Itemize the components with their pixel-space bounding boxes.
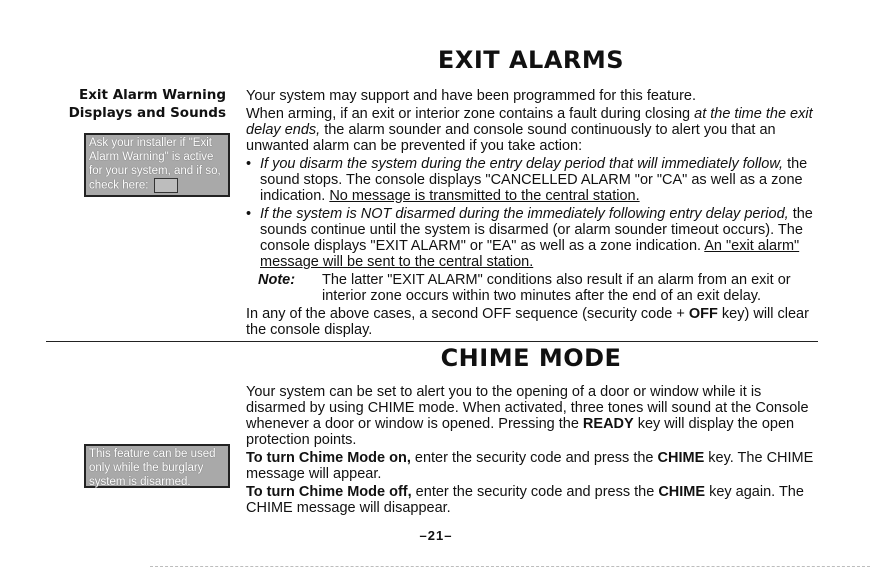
chime-mode-title: CHIME MODE — [440, 344, 622, 372]
side-heading-line2: Displays and Sounds — [68, 105, 226, 121]
installer-note-box — [84, 133, 230, 197]
bullet-disarm-during-entry — [246, 156, 814, 204]
bullet1-italic: If you disarm the system during the entry delay period that will immediately follow, — [260, 156, 784, 172]
bullet1-underline: No message is transmitted to the central station. — [329, 188, 640, 204]
second-off-text-a: In any of the above cases, a second OFF sequence (security code + — [246, 306, 689, 322]
bullet-not-disarmed — [246, 206, 814, 270]
second-off-text-b: key) will clear the console display. — [246, 306, 809, 338]
chime-off-heading: To turn Chime Mode off, — [246, 484, 412, 500]
bullet-glyph: • — [246, 156, 252, 172]
chime-off-paragraph — [246, 484, 814, 516]
chime-on-text-b: key. The CHIME message will appear. — [246, 450, 814, 482]
bullet-glyph: • — [246, 206, 252, 222]
off-key-label: OFF — [688, 306, 718, 322]
chime-intro-paragraph — [246, 384, 814, 448]
exit-arming-paragraph — [246, 106, 814, 154]
chime-key-label: CHIME — [657, 450, 705, 466]
chime-off-text-b: key again. The CHIME message will disappear. — [246, 484, 804, 516]
exit-alarms-body — [246, 88, 814, 340]
exit-alarm-side-heading — [30, 86, 226, 122]
side-heading-line1: Exit Alarm Warning — [78, 87, 226, 103]
bullet1-text: the sound stops. The console displays "CANCELLED ALARM "or "CA" as well as a zone indication. — [260, 156, 808, 204]
ready-key-label: READY — [582, 416, 634, 432]
chime-mode-body — [246, 384, 814, 518]
bullet2-text: the sounds continue until the system is disarmed (or alarm sounder timeout occurs). The console displays "EXIT ALARM" or "EA" as well as a zone indication. — [260, 206, 813, 254]
chime-key-label: CHIME — [658, 484, 706, 500]
section-divider — [46, 341, 818, 342]
installer-note-text: Ask your installer if "Exit Alarm Warning" is active for your system, and if so, check here: — [89, 137, 221, 192]
chime-off-text-a: enter the security code and press the — [411, 484, 659, 500]
chime-on-paragraph — [246, 450, 814, 482]
bullet2-underline: An "exit alarm" message will be sent to the central station. — [260, 238, 800, 270]
page-number: –21– — [419, 528, 453, 543]
exit-intro-paragraph: Your system may support and have been programmed for this feature. — [246, 88, 697, 104]
bullet2-italic: If the system is NOT disarmed during the immediately following entry delay period, — [260, 206, 789, 222]
note-text: The latter "EXIT ALARM" conditions also result if an alarm from an exit or interior zone occurs within two minutes after the end of an exit delay. — [322, 272, 791, 304]
exit-alarm-checkbox[interactable] — [154, 178, 178, 193]
chime-intro-b: key will display the open protection points. — [246, 416, 795, 448]
chime-note-text: This feature can be used only while the burglary system is disarmed. — [89, 448, 216, 488]
arming-text-a: When arming, if an exit or interior zone contains a fault during closing — [246, 106, 695, 122]
chime-on-heading: To turn Chime Mode on, — [246, 450, 411, 466]
exit-alarms-title: EXIT ALARMS — [437, 46, 625, 74]
arming-text-italic: at the time the exit delay ends, — [246, 106, 813, 138]
bottom-scan-line — [150, 566, 870, 567]
chime-intro-a: Your system can be set to alert you to the opening of a door or window while it is disarmed by using CHIME mode. When activated, three tones will sound at the Console whenever a door or window is opened. Pressing the — [246, 384, 809, 432]
chime-note-box — [84, 444, 230, 488]
chime-on-text-a: enter the security code and press the — [410, 450, 658, 466]
exit-second-off-paragraph — [246, 306, 814, 338]
exit-note — [258, 272, 814, 304]
note-label: Note: — [258, 272, 296, 288]
arming-text-c: the alarm sounder and console sound continuously to alert you that an unwanted alarm can be prevented if you take action: — [246, 122, 776, 154]
